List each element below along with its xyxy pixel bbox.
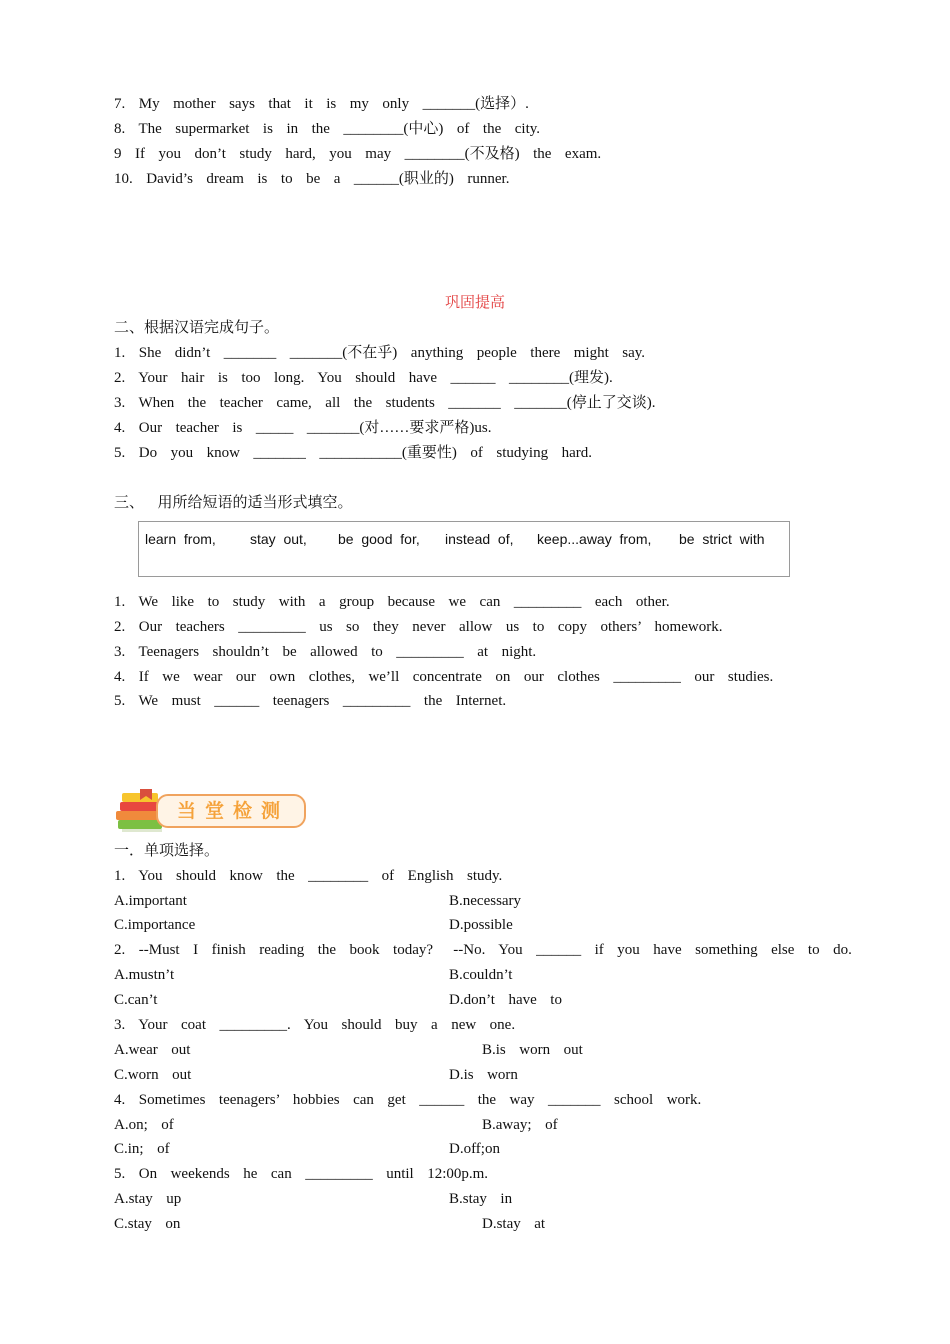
option-d: D.possible bbox=[449, 917, 513, 933]
section3-item: 3. Teenagers shouldn’t be allowed to _________ at night. bbox=[114, 644, 537, 660]
question-3: 3. Your coat _________. You should buy a new one. bbox=[114, 1017, 516, 1033]
phrase: learn from, bbox=[145, 531, 216, 547]
option-b: B.necessary bbox=[449, 893, 522, 909]
phrase: be strict with bbox=[679, 531, 765, 547]
option-a: A.stay up bbox=[114, 1191, 182, 1207]
question-2: 2. --Must I finish reading the book today? --No. You ______ if you have something else to do. bbox=[114, 942, 852, 958]
banner-label-box bbox=[156, 794, 306, 828]
section2-item: 2. Your hair is too long. You should have ______ ________(理发). bbox=[114, 370, 613, 386]
option-a: A.wear out bbox=[114, 1042, 191, 1058]
section2-item: 3. When the teacher came, all the students _______ _______(停止了交谈). bbox=[114, 395, 656, 411]
option-a: A.mustn’t bbox=[114, 967, 175, 983]
phrase: keep...away from, bbox=[537, 531, 652, 547]
quiz-heading: 一．单项选择。 bbox=[114, 843, 220, 859]
option-b: B.couldn’t bbox=[449, 967, 513, 983]
phrase: be good for, bbox=[338, 531, 420, 547]
option-c: C.importance bbox=[114, 917, 196, 933]
section3-item: 1. We like to study with a group because we can _________ each other. bbox=[114, 594, 670, 610]
question-5: 5. On weekends he can _________ until 12:00p.m. bbox=[114, 1166, 489, 1182]
option-c: C.stay on bbox=[114, 1216, 181, 1232]
option-d: D.stay at bbox=[482, 1216, 546, 1232]
option-a: A.on; of bbox=[114, 1117, 174, 1133]
option-d: D.off;on bbox=[449, 1141, 500, 1157]
phrase: stay out, bbox=[250, 531, 307, 547]
option-a: A.important bbox=[114, 893, 187, 909]
question-1: 1. You should know the ________ of English study. bbox=[114, 868, 503, 884]
option-d: D.is worn bbox=[449, 1067, 518, 1083]
section-title: 巩固提高 bbox=[444, 295, 505, 311]
phrase-box bbox=[138, 521, 790, 577]
phrase: instead of, bbox=[445, 531, 514, 547]
option-d: D.don’t have to bbox=[449, 992, 562, 1008]
in-class-test-banner bbox=[112, 786, 312, 836]
option-c: C.can’t bbox=[114, 992, 158, 1008]
section3-item: 4. If we wear our own clothes, we’ll concentrate on our clothes _________ our studies. bbox=[114, 669, 774, 685]
option-b: B.stay in bbox=[449, 1191, 513, 1207]
sentence-7: 7. My mother says that it is my only _______(选择）. bbox=[114, 96, 529, 112]
option-b: B.is worn out bbox=[482, 1042, 583, 1058]
sentence-8: 8. The supermarket is in the ________(中心) of the city. bbox=[114, 121, 541, 137]
option-c: C.in; of bbox=[114, 1141, 170, 1157]
sentence-9: 9 If you don’t study hard, you may ________(不及格) the exam. bbox=[114, 146, 602, 162]
section3-item: 2. Our teachers _________ us so they never allow us to copy others’ homework. bbox=[114, 619, 723, 635]
option-b: B.away; of bbox=[482, 1117, 558, 1133]
option-c: C.worn out bbox=[114, 1067, 192, 1083]
sentence-10: 10. David’s dream is to be a ______(职业的) runner. bbox=[114, 171, 510, 187]
question-4: 4. Sometimes teenagers’ hobbies can get ______ the way _______ school work. bbox=[114, 1092, 702, 1108]
section2-heading: 二、根据汉语完成句子。 bbox=[114, 320, 280, 336]
section2-item: 4. Our teacher is _____ _______(对……要求严格)us. bbox=[114, 420, 492, 436]
section2-item: 5. Do you know _______ ___________(重要性) of studying hard. bbox=[114, 445, 592, 461]
section3-heading: 三、 用所给短语的适当形式填空。 bbox=[114, 495, 353, 511]
banner-title: 当堂检测 bbox=[176, 800, 289, 822]
section3-item: 5. We must ______ teenagers _________ the Internet. bbox=[114, 693, 507, 709]
section2-item: 1. She didn’t _______ _______(不在乎) anything people there might say. bbox=[114, 345, 646, 361]
